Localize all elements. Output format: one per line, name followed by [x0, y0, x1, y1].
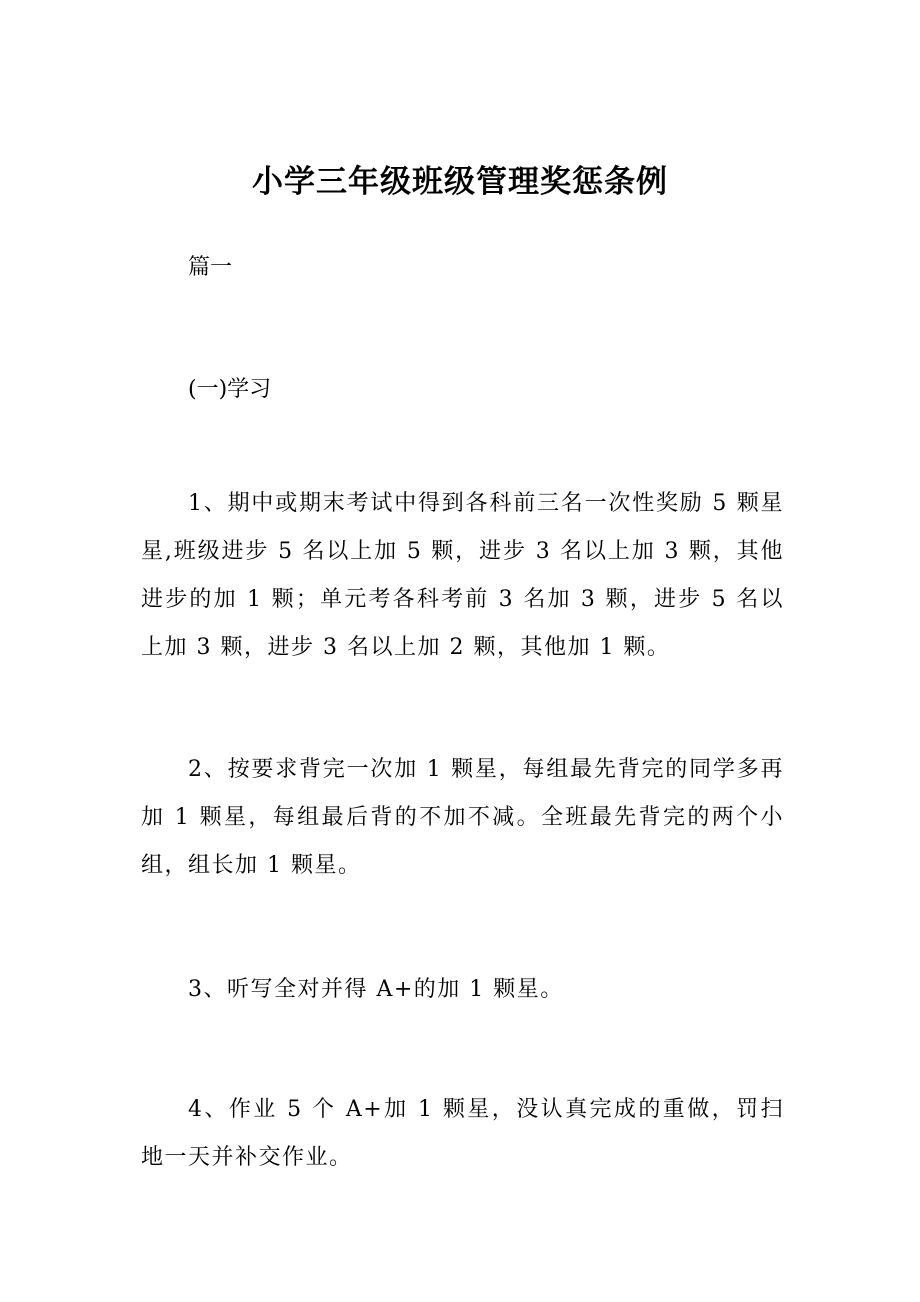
paragraph-2: 2、按要求背完一次加 1 颗星，每组最先背完的同学多再加 1 颗星，每组最后背的不加不减。全班最先背完的两个小组，组长加 1 颗星。 — [141, 757, 784, 878]
subsection-label: (一)学习 — [188, 377, 272, 402]
document-title: 小学三年级班级管理奖惩条例 — [252, 164, 668, 200]
paragraph-1: 1、期中或期末考试中得到各科前三名一次性奖励 5 颗星星,班级进步 5 名以上加 5 颗，进步 3 名以上加 3 颗，其他进步的加 1 颗；单元考各科考前 3 名加 3 颗，进步 5 名以上加 3 颗，进步 3 名以上加 2 颗，其他加 1 颗。 — [141, 491, 784, 660]
paragraph-3: 3、听写全对并得 A+的加 1 颗星。 — [188, 977, 564, 1002]
section-label: 篇一 — [188, 255, 233, 280]
paragraph-4: 4、作业 5 个 A+加 1 颗星，没认真完成的重做，罚扫地一天并补交作业。 — [141, 1097, 784, 1170]
